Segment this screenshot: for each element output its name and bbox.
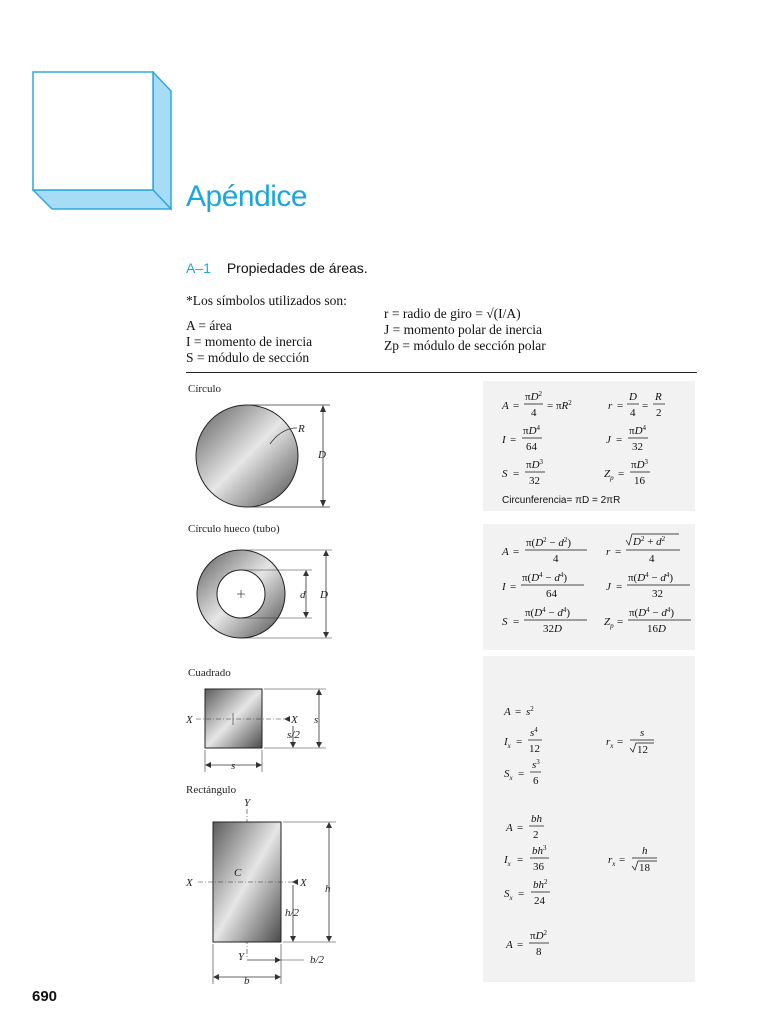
- svg-text:r: r: [608, 400, 613, 412]
- symbol-area: A = área: [186, 318, 232, 333]
- inner-diameter-label: d: [300, 589, 306, 601]
- rect-half-width-label: b/2: [310, 954, 325, 966]
- svg-text:64: 64: [546, 588, 557, 600]
- svg-text:=: =: [516, 736, 523, 748]
- symbols-legend: [186, 293, 696, 373]
- svg-text:32D: 32D: [543, 623, 562, 635]
- hollow-circle-figure: [180, 518, 700, 650]
- svg-text:=: =: [617, 400, 624, 412]
- page-number: 690: [32, 988, 58, 1005]
- svg-text:16: 16: [634, 475, 645, 487]
- circle-panel: [180, 378, 700, 513]
- svg-text:64: 64: [526, 441, 537, 453]
- svg-text:12: 12: [637, 744, 648, 756]
- svg-text:=: =: [642, 400, 649, 412]
- header-divider: [186, 372, 697, 373]
- rect-height-label: h: [325, 883, 331, 895]
- svg-text:πD2: $\pi D^2$: [530, 929, 548, 942]
- svg-text:=: =: [510, 434, 517, 446]
- rect-axis-x-left: X: [186, 877, 193, 889]
- svg-text:=: =: [513, 546, 520, 558]
- svg-text:πD4: $\pi D^4$: [523, 424, 541, 437]
- svg-text:D: D: [629, 391, 637, 403]
- svg-text:rx: $r_x$: [608, 854, 616, 868]
- square-shape: [205, 689, 262, 748]
- svg-text:=: =: [617, 616, 624, 628]
- svg-text:J: J: [606, 434, 611, 446]
- formula-box: [483, 804, 695, 982]
- rect-axis-y-bottom: Y: [238, 951, 245, 963]
- rect-half-height-label: h/2: [285, 907, 300, 919]
- svg-text:r: r: [606, 546, 611, 558]
- svg-text:=: =: [618, 468, 625, 480]
- hollow-circle-panel: [180, 518, 700, 650]
- svg-text:=: =: [513, 616, 520, 628]
- symbol-section-modulus: S = módulo de sección: [186, 350, 310, 365]
- svg-text:Zp: $Z_p$: [604, 616, 614, 630]
- rect-axis-y-top: Y: [244, 797, 251, 809]
- svg-text:πD3: $\pi D^3$: [526, 458, 544, 471]
- circumference-formula: Circunferencia= πD = 2πR: [502, 495, 621, 506]
- svg-text:I: I: [502, 581, 506, 593]
- svg-text:π(D4 − d4): $\pi(D^4 - d^4)$: [628, 571, 674, 584]
- svg-text:=: =: [513, 468, 520, 480]
- svg-text:I: I: [502, 434, 506, 446]
- svg-text:=: =: [616, 581, 623, 593]
- svg-text:πD4: $\pi D^4$: [629, 424, 647, 437]
- svg-text:4: 4: [531, 407, 537, 419]
- svg-text:36: 36: [533, 861, 544, 873]
- svg-text:=: =: [616, 434, 623, 446]
- svg-text:bh2: $bh^2$: [533, 878, 548, 891]
- svg-text:18: 18: [639, 862, 650, 874]
- svg-text:Ix: $I_x$: [504, 854, 511, 868]
- square-axis-right: X: [291, 714, 298, 726]
- square-half-label: s/2: [287, 729, 300, 741]
- svg-text:Zp: $Z_p$: [604, 468, 614, 482]
- svg-text:=: =: [617, 736, 624, 748]
- svg-text:π(D4 − d4): $\pi(D^4 - d^4)$: [525, 606, 571, 619]
- svg-text:s: s: [640, 727, 645, 739]
- svg-text:=: =: [619, 854, 626, 866]
- svg-text:A: A: [502, 546, 509, 558]
- svg-text:A: A: [506, 822, 513, 834]
- svg-text:=: =: [518, 768, 525, 780]
- svg-text:=: =: [517, 939, 524, 951]
- rect-width-label: b: [244, 975, 250, 986]
- rect-axis-x-right: X: [300, 877, 307, 889]
- svg-text:A: A: [502, 400, 509, 412]
- circle-figure: [180, 378, 700, 513]
- svg-text:=: =: [517, 854, 524, 866]
- svg-text:rx: $r_x$: [606, 736, 614, 750]
- symbol-polar-inertia: J = momento polar de inercia: [384, 322, 542, 337]
- section-number: A–1: [186, 260, 211, 276]
- section-heading: [186, 260, 368, 276]
- diameter-label: D: [318, 449, 326, 461]
- svg-text:6: 6: [533, 775, 539, 787]
- chapter-cube-graphic: [32, 71, 172, 211]
- svg-text:32: 32: [652, 588, 663, 600]
- svg-text:D2 + d2: $D^2 + d^2$: [633, 535, 666, 548]
- shape-name-hollow-circle: Círculo hueco (tubo): [188, 523, 280, 535]
- svg-text:πD3: $\pi D^3$: [631, 458, 649, 471]
- svg-text:16D: 16D: [647, 623, 666, 635]
- svg-text:32: 32: [529, 475, 540, 487]
- section-title: Propiedades de áreas.: [226, 260, 368, 276]
- svg-text:=: =: [518, 888, 525, 900]
- svg-text:=: =: [615, 546, 622, 558]
- circle-shape: [196, 405, 298, 507]
- svg-text:4: 4: [553, 553, 559, 565]
- symbol-radius-of-gyration: r = radio de giro = √(I/A): [384, 306, 521, 321]
- svg-text:= πR2: = $\pi R^2$: [547, 399, 572, 412]
- shape-name-rectangle: Rectángulo: [186, 784, 237, 796]
- svg-text:bh3: $bh^3$: [532, 844, 547, 857]
- radius-label: R: [298, 423, 305, 435]
- svg-text:J: J: [606, 581, 611, 593]
- svg-text:8: 8: [536, 946, 542, 958]
- symbol-polar-section-modulus: Zp = módulo de sección polar: [384, 338, 546, 353]
- symbols-right-column: [384, 306, 546, 354]
- shape-name-circle: Círculo: [188, 383, 221, 395]
- square-side-label-vertical: s: [314, 714, 319, 726]
- svg-text:=: =: [515, 706, 522, 718]
- svg-text:=: =: [517, 822, 524, 834]
- square-rectangle-panel: [180, 656, 700, 986]
- symbols-intro: *Los símbolos utilizados son:: [186, 293, 347, 308]
- svg-text:24: 24: [534, 895, 545, 907]
- square-axis-left: X: [186, 714, 193, 726]
- symbol-inertia: I = momento de inercia: [186, 334, 313, 349]
- svg-text:2: 2: [656, 407, 662, 419]
- svg-text:32: 32: [632, 441, 643, 453]
- svg-text:π(D2 − d2): $\pi(D^2 - d^2)$: [526, 536, 572, 549]
- svg-text:A: A: [504, 706, 511, 718]
- svg-text:2: 2: [533, 829, 539, 841]
- svg-text:A: A: [506, 939, 513, 951]
- svg-text:S: S: [502, 616, 508, 628]
- page-title: Apéndice: [186, 180, 308, 213]
- shape-name-square: Cuadrado: [188, 667, 231, 679]
- svg-text:π(D4 − d4): $\pi(D^4 - d^4)$: [629, 606, 675, 619]
- svg-text:h: h: [642, 845, 648, 857]
- svg-text:s3: $s^3$: [532, 758, 540, 771]
- svg-text:Sx: $S_x$: [504, 888, 513, 902]
- outer-diameter-label: D: [320, 589, 328, 601]
- svg-text:4: 4: [630, 407, 636, 419]
- square-rectangle-figure: [180, 656, 700, 986]
- svg-text:Sx: $S_x$: [504, 768, 513, 782]
- rect-centroid-label: C: [234, 867, 242, 879]
- svg-text:=: =: [510, 581, 517, 593]
- svg-text:πD2: $\pi D^2$: [525, 390, 543, 403]
- svg-text:s4: $s^4$: [530, 726, 538, 739]
- symbols-left-column: [186, 318, 312, 366]
- svg-text:R: R: [655, 391, 662, 403]
- svg-text:bh: bh: [531, 813, 542, 825]
- svg-text:S: S: [502, 468, 508, 480]
- formula-box: [483, 656, 695, 804]
- svg-text:Ix: $I_x$: [504, 736, 511, 750]
- svg-text:4: 4: [649, 553, 655, 565]
- square-side-label-horizontal: s: [231, 760, 236, 772]
- svg-text:s2: $s^2$: [526, 705, 534, 718]
- svg-text:=: =: [513, 400, 520, 412]
- svg-text:12: 12: [529, 743, 540, 755]
- svg-text:π(D4 − d4): $\pi(D^4 - d^4)$: [522, 571, 568, 584]
